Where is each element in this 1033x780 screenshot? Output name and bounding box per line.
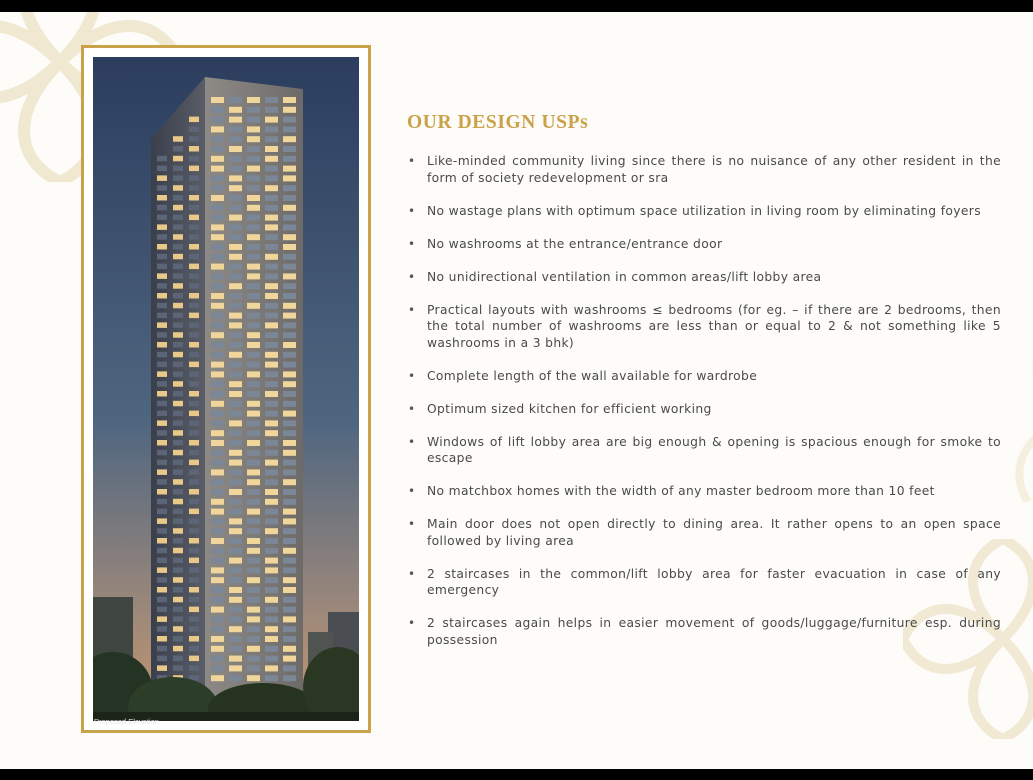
usp-item <box>407 236 1001 253</box>
tower-photo-frame <box>81 45 371 733</box>
bullet-icon: • <box>408 434 416 449</box>
bullet-icon: • <box>408 368 416 383</box>
usp-item <box>407 203 1001 220</box>
usp-text: 2 staircases again helps in easier movement of goods/luggage/furniture esp. during possession <box>427 616 1001 647</box>
usp-text: No wastage plans with optimum space utilization in living room by eliminating foyers <box>427 203 981 218</box>
usp-text: No washrooms at the entrance/entrance door <box>427 236 723 251</box>
usp-item <box>407 483 1001 500</box>
bullet-icon: • <box>408 203 416 218</box>
bullet-icon: • <box>408 269 416 284</box>
bullet-icon: • <box>408 566 416 581</box>
usp-list <box>407 153 1001 648</box>
usp-item <box>407 302 1001 352</box>
bullet-icon: • <box>408 302 416 317</box>
usp-item <box>407 434 1001 467</box>
usp-item <box>407 401 1001 418</box>
bullet-icon: • <box>408 401 416 416</box>
usp-text: Main door does not open directly to dining area. It rather opens to an open space followed by living area <box>427 517 1001 548</box>
usp-item <box>407 566 1001 599</box>
brochure-page <box>0 12 1033 769</box>
bullet-icon: • <box>408 517 416 531</box>
usp-text: 2 staircases in the common/lift lobby area for faster evacuation in case of any emergency <box>427 566 1001 597</box>
tower-illustration <box>93 57 359 721</box>
usp-text: No unidirectional ventilation in common areas/lift lobby area <box>427 269 822 284</box>
usp-item <box>407 153 1001 186</box>
usp-item <box>407 516 1001 549</box>
usp-text: Practical layouts with washrooms ≤ bedrooms (for eg. – if there are 2 bedrooms, then the total number of washrooms are less than or equal to 2 & not something like 5 washrooms in a 3 bhk) <box>427 302 1001 350</box>
usp-section <box>407 112 1001 665</box>
photo-caption: Proposed Elevation <box>94 717 160 726</box>
bullet-icon: • <box>408 484 416 498</box>
section-heading: OUR DESIGN USPs <box>407 112 589 133</box>
usp-item <box>407 615 1001 648</box>
usp-item <box>407 269 1001 286</box>
usp-text: Complete length of the wall available for wardrobe <box>427 368 758 383</box>
tower-elevation-image <box>93 57 359 721</box>
usp-item <box>407 368 1001 385</box>
bullet-icon: • <box>408 236 416 251</box>
usp-text: Like-minded community living since there is no nuisance of any other resident in the form of society redevelopment or sra <box>427 154 1001 185</box>
usp-text: Optimum sized kitchen for efficient working <box>427 401 712 416</box>
usp-text: No matchbox homes with the width of any master bedroom more than 10 feet <box>427 484 935 498</box>
usp-text: Windows of lift lobby area are big enough & opening is spacious enough for smoke to escape <box>427 434 1001 465</box>
bullet-icon: • <box>408 616 416 630</box>
bullet-icon: • <box>408 154 416 168</box>
